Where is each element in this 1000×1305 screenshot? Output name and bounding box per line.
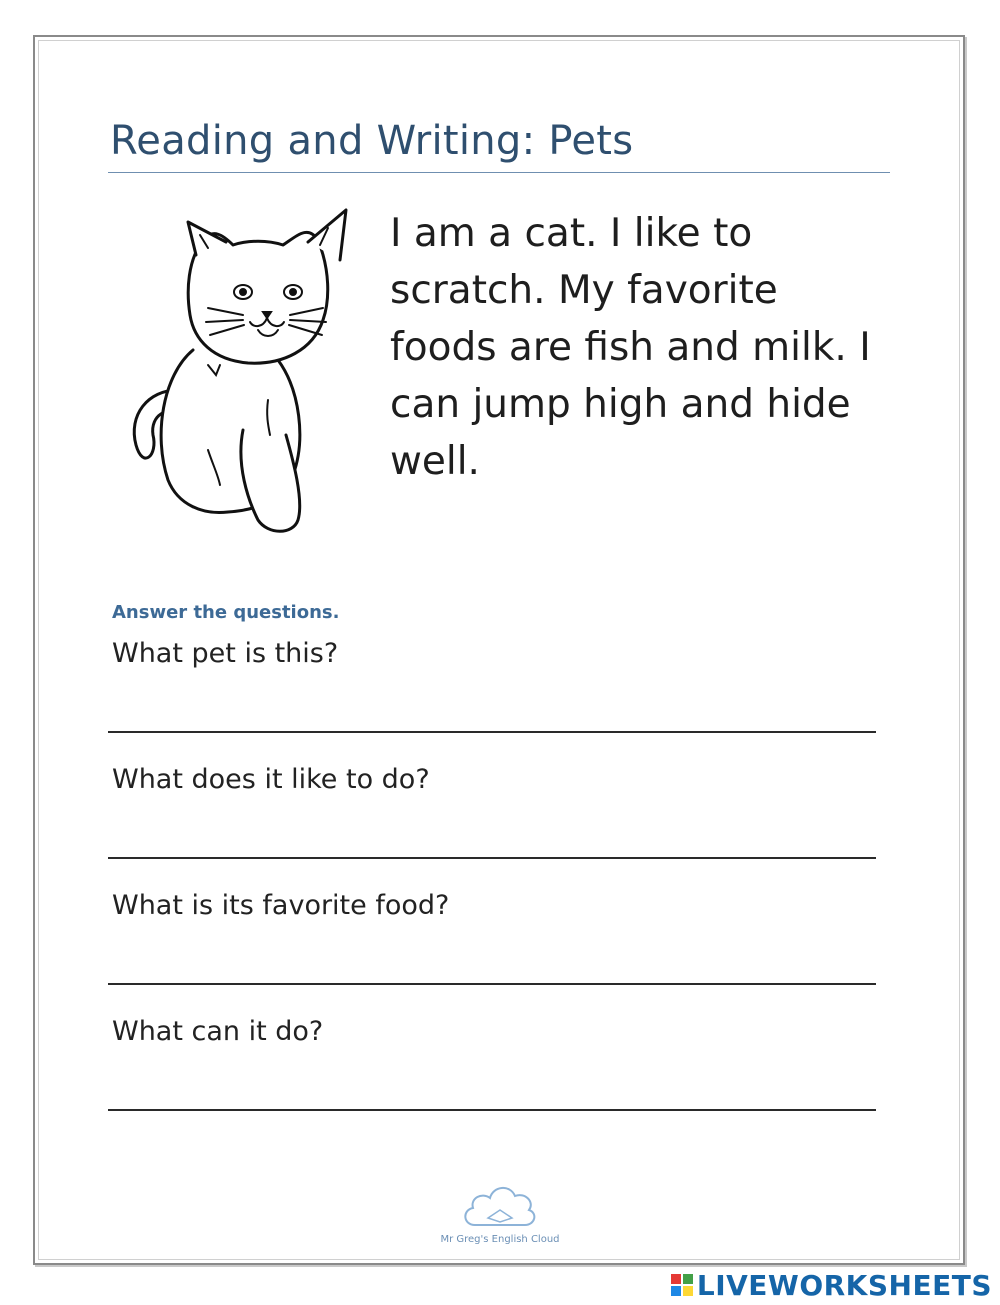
worksheet-title: Reading and Writing: Pets	[110, 118, 634, 164]
logo-caption: Mr Greg's English Cloud	[440, 1234, 560, 1245]
answer-line-2[interactable]	[108, 857, 876, 859]
title-divider	[108, 172, 890, 173]
cloud-logo	[430, 1180, 570, 1255]
cat-drawing	[108, 200, 368, 560]
brand-blocks-icon	[671, 1274, 693, 1296]
answer-line-1[interactable]	[108, 731, 876, 733]
question-2: What does it like to do?	[112, 764, 430, 795]
answer-line-3[interactable]	[108, 983, 876, 985]
instruction-text: Answer the questions.	[112, 602, 340, 623]
cloud-icon	[460, 1180, 540, 1232]
reading-passage: I am a cat. I like to scratch. My favorite foods are fish and milk. I can jump high and hide well.	[390, 211, 871, 484]
answer-line-4[interactable]	[108, 1109, 876, 1111]
question-3: What is its favorite food?	[112, 890, 450, 921]
question-1: What pet is this?	[112, 638, 339, 669]
brand-name: LIVEWORKSHEETS	[696, 1268, 992, 1302]
question-4: What can it do?	[112, 1016, 324, 1047]
liveworksheets-brand[interactable]	[671, 1268, 992, 1302]
